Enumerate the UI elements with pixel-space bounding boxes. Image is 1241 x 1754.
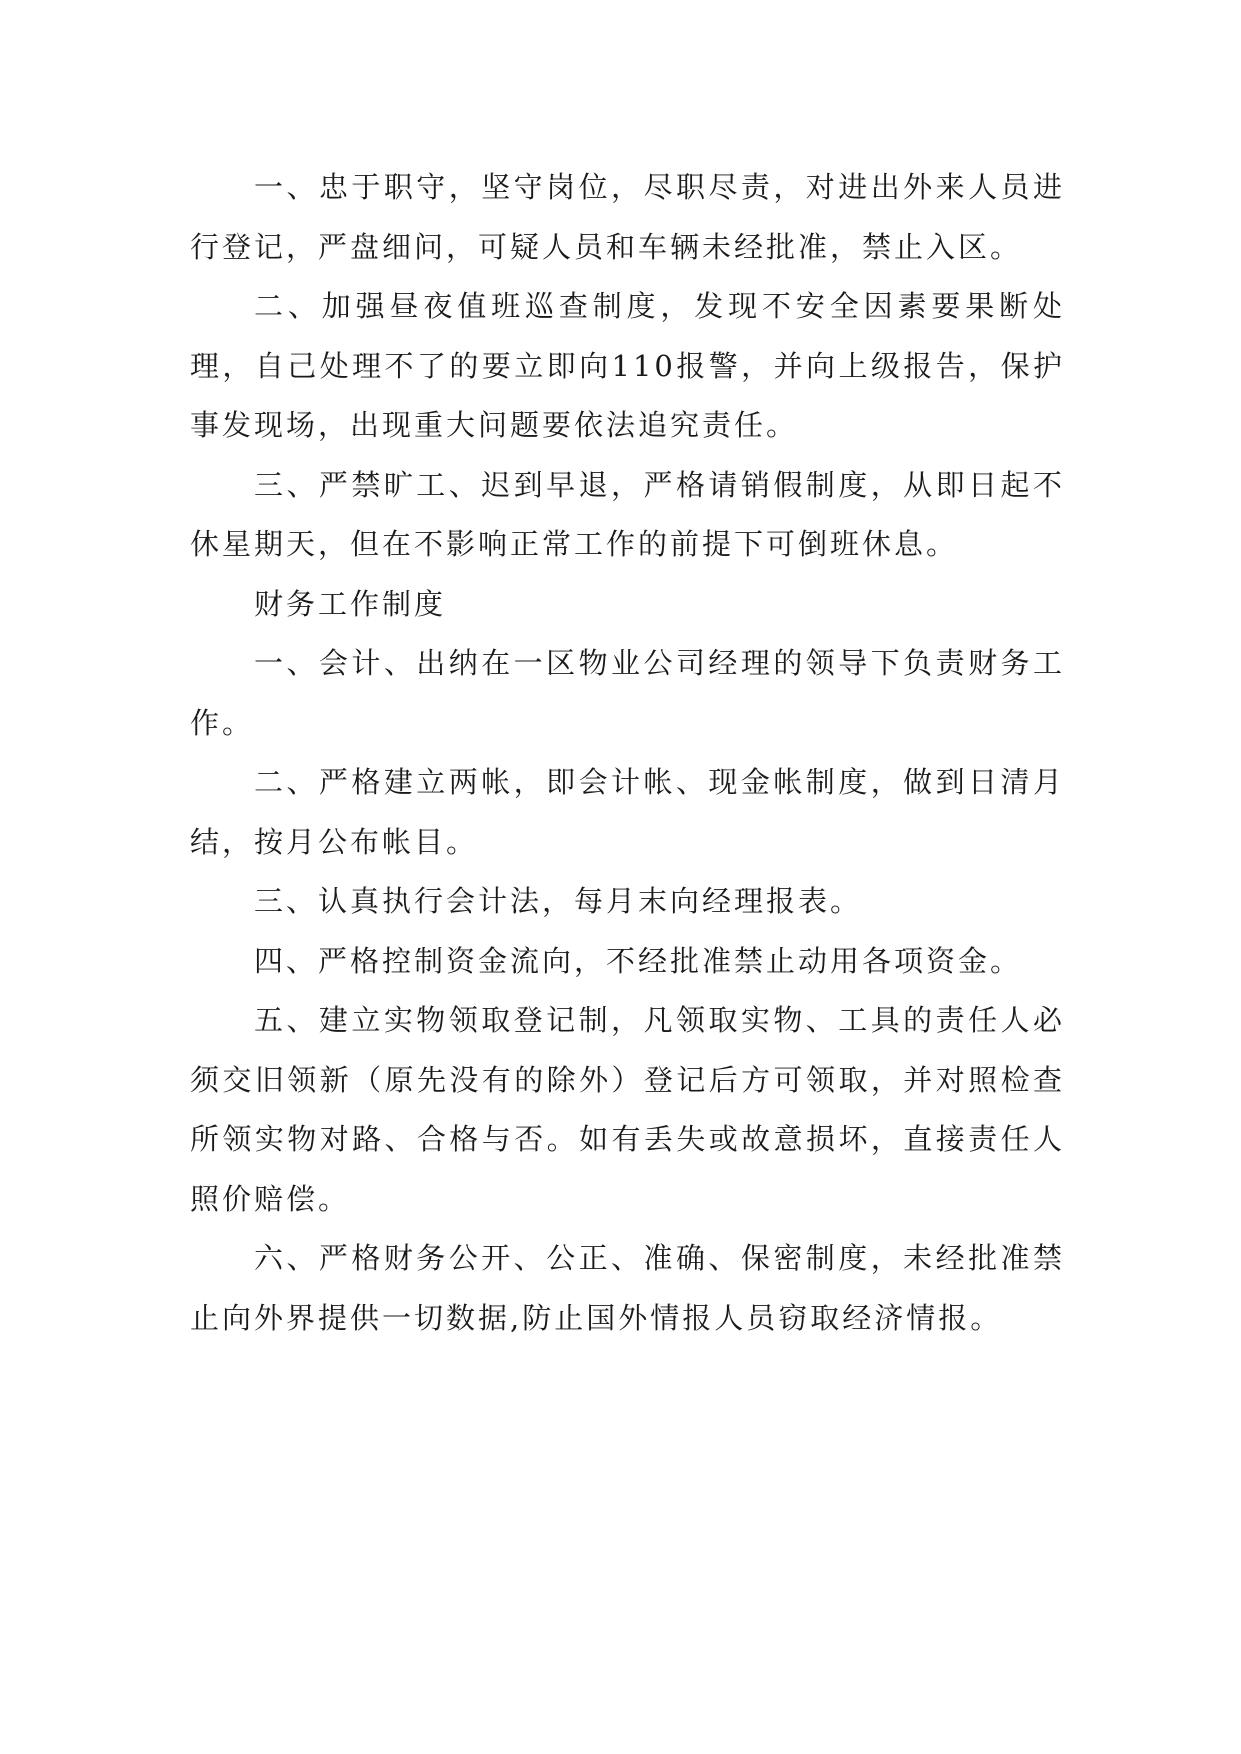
paragraph-security-1: 一、忠于职守，坚守岗位，尽职尽责，对进出外来人员进行登记，严盘细问，可疑人员和车辆未经批准，禁止入区。 xyxy=(190,170,1065,264)
paragraph-finance-3: 三、认真执行会计法，每月末向经理报表。 xyxy=(254,884,863,918)
paragraph-finance-2: 二、严格建立两帐，即会计帐、现金帐制度，做到日清月结，按月公布帐目。 xyxy=(190,765,1065,859)
paragraph-security-2: 二、加强昼夜值班巡查制度，发现不安全因素要果断处理，自己处理不了的要立即向110报警，并向上级报告，保护事发现场，出现重大问题要依法追究责任。 xyxy=(190,289,1065,442)
paragraph-finance-4: 四、严格控制资金流向，不经批准禁止动用各项资金。 xyxy=(254,943,1023,978)
paragraph-finance-5: 五、建立实物领取登记制，凡领取实物、工具的责任人必须交旧领新（原先没有的除外）登记后方可领取，并对照检查所领实物对路、合格与否。如有丢失或故意损坏，直接责任人照价赔偿。 xyxy=(190,1003,1065,1216)
paragraph-security-3: 三、严禁旷工、迟到早退，严格请销假制度，从即日起不休星期天，但在不影响正常工作的前提下可倒班休息。 xyxy=(190,467,1065,561)
paragraph-finance-1: 一、会计、出纳在一区物业公司经理的领导下负责财务工作。 xyxy=(190,646,1065,740)
paragraph-finance-6: 六、严格财务公开、公正、准确、保密制度，未经批准禁止向外界提供一切数据,防止国外情报人员窃取经济情报。 xyxy=(190,1241,1065,1335)
document-body xyxy=(190,158,1065,1348)
section-heading-finance: 财务工作制度 xyxy=(254,586,447,621)
